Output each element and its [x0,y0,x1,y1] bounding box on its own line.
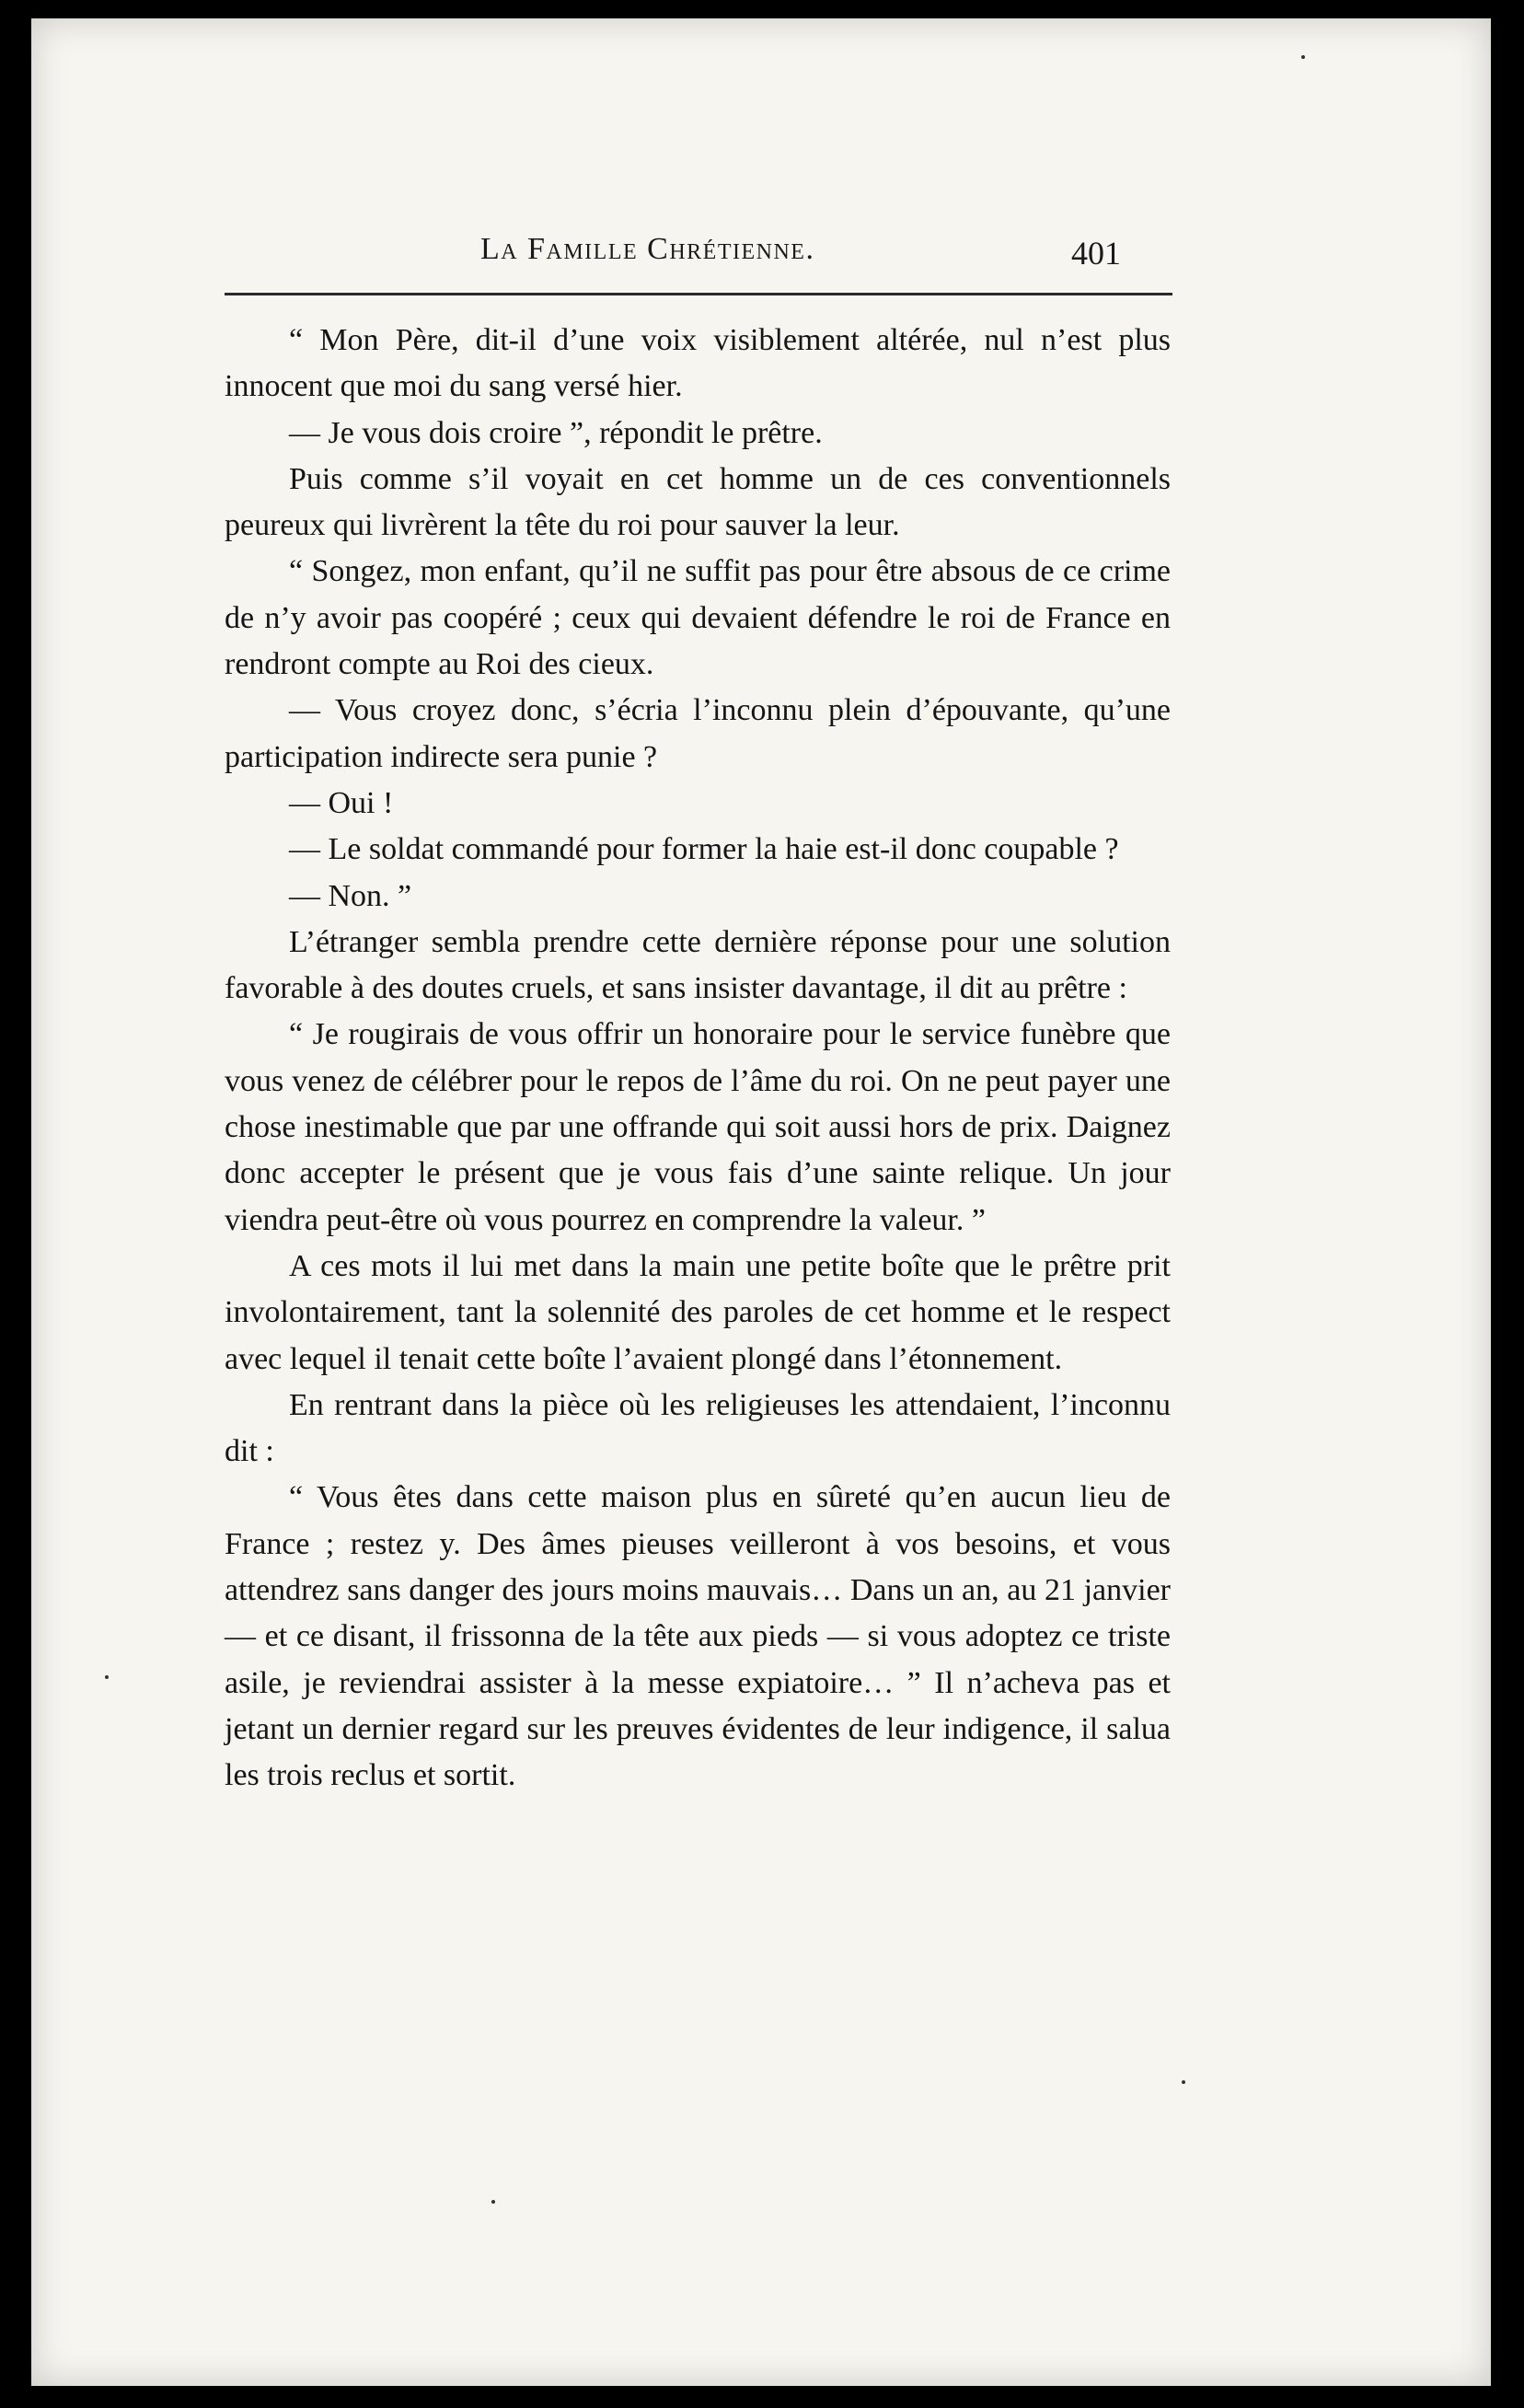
scan-speck [491,2200,495,2204]
header-rule [225,293,1172,295]
paragraph: — Oui ! [289,785,394,820]
scan-speck [1301,55,1305,59]
paragraph: A ces mots il lui met dans la main une petite boîte que le prêtre prit involontairement, tant la solennité des paroles de cet homme et le respect avec lequel il tenait cette boîte l’avaient plongé dans l’étonnement. [225,1248,1171,1376]
paragraph: “ Songez, mon enfant, qu’il ne suffit pas pour être absous de ce crime de n’y avoir pas coopéré ; ceux qui devaient défendre le roi de France en rendront compte au Roi des cieux. [225,554,1171,682]
paragraph: “ Vous êtes dans cette maison plus en sûreté qu’en aucun lieu de France ; restez y. Des âmes pieuses veilleront à vos besoins, et vous attendrez sans danger des jours moins mauvais… Dans un an, au 21 janvier — et ce disant, il frissonna de la tête aux pieds — si vous adoptez ce triste asile, je reviendrai assister à la messe expiatoire… ” Il n’acheva pas et jetant un dernier regard sur les preuves évidentes de leur indigence, il salua les trois reclus et sortit. [225,1480,1171,1793]
running-title: La Famille Chrétienne. [480,232,815,266]
paragraph: L’étranger sembla prendre cette dernière réponse pour une solution favorable à des doutes cruels, et sans insister davantage, il dit au prêtre : [225,924,1171,1006]
paragraph: Puis comme s’il voyait en cet homme un de ces conventionnels peureux qui livrèrent la tête du roi pour sauver la leur. [225,461,1171,543]
scan-speck [105,1675,109,1679]
page-body-text [225,318,1171,1800]
paragraph: — Non. ” [289,878,412,913]
paragraph: — Vous croyez donc, s’écria l’inconnu plein d’épouvante, qu’une participation indirecte sera punie ? [225,693,1171,774]
paragraph: En rentrant dans la pièce où les religieuses les attendaient, l’inconnu dit : [225,1387,1171,1469]
paragraph: “ Je rougirais de vous offrir un honoraire pour le service funèbre que vous venez de célébrer pour le repos de l’âme du roi. On ne peut payer une chose inestimable que par une offrande qui soit aussi hors de prix. Daignez donc accepter le présent que je vous fais d’une sainte relique. Un jour viendra peut-être où vous pourrez en comprendre la valeur. ” [225,1017,1171,1237]
page-header [221,232,1178,287]
page-number: 401 [1071,235,1121,272]
paragraph: — Je vous dois croire ”, répondit le prêtre. [289,415,823,450]
scan-speck [1182,2080,1185,2084]
paragraph: — Le soldat commandé pour former la haie est-il donc coupable ? [289,832,1119,867]
paragraph: “ Mon Père, dit-il d’une voix visiblement altérée, nul n’est plus innocent que moi du sang versé hier. [225,323,1171,404]
